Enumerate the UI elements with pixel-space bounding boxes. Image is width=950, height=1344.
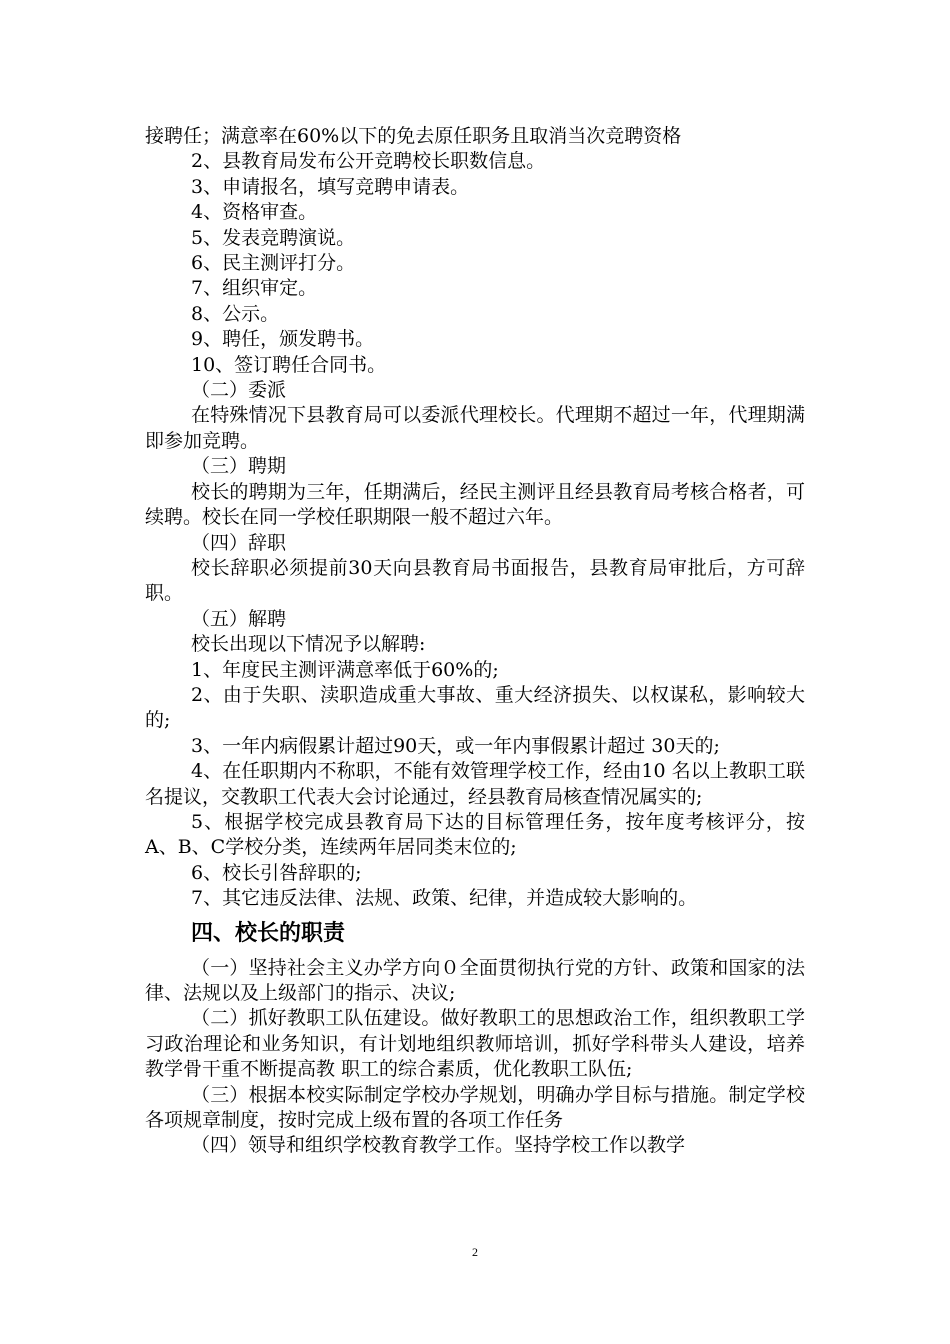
list-item: 2、由于失职、渎职造成重大事故、重大经济损失、以权谋私，影响较大的; bbox=[145, 683, 805, 732]
list-item: 3、一年内病假累计超过90天，或一年内事假累计超过 30天的; bbox=[191, 734, 720, 757]
paragraph: 在特殊情况下县教育局可以委派代理校长。代理期不超过一年，代理期满即参加竞聘。 bbox=[145, 404, 805, 452]
list-item: 7、其它违反法律、法规、政策、纪律，并造成较大影响的。 bbox=[191, 887, 698, 910]
list-item: 4、在任职期内不称职，不能有效管理学校工作，经由10 名以上教职工联名提议，交教职工代表大会讨论通过，经县教育局核查情况属实的; bbox=[145, 760, 805, 808]
paragraph: 6、民主测评打分。 bbox=[191, 252, 356, 275]
paragraph: （一）坚持社会主义办学方向０全面贯彻执行党的方针、政策和国家的法律、法规以及上级部门的指示、决议; bbox=[145, 956, 805, 1004]
paragraph: 7、组织审定。 bbox=[191, 277, 318, 300]
section-heading: 四、校长的职责 bbox=[191, 920, 346, 946]
paragraph: 9、聘任，颁发聘书。 bbox=[191, 328, 375, 351]
paragraph: 10、签订聘任合同书。 bbox=[191, 353, 387, 376]
paragraph: 4、资格审查。 bbox=[191, 201, 318, 224]
paragraph: 3、申请报名，填写竞聘申请表。 bbox=[191, 175, 470, 198]
paragraph: 校长的聘期为三年，任期满后，经民主测评且经县教育局考核合格者，可续聘。校长在同一学校任职期限一般不超过六年。 bbox=[145, 480, 805, 529]
paragraph: 校长出现以下情况予以解聘: bbox=[191, 633, 426, 656]
paragraph: （三）根据本校实际制定学校办学规划，明确办学目标与措施。制定学校各项规章制度，按时完成上级布置的各项工作任务 bbox=[145, 1083, 805, 1132]
paragraph: 接聘任；满意率在60%以下的免去原任职务且取消当次竞聘资格 bbox=[145, 125, 682, 147]
list-item: 6、校长引咎辞职的; bbox=[191, 861, 362, 884]
list-item: 5、根据学校完成县教育局下达的目标管理任务，按年度考核评分，按A、B、C学校分类，连续两年居同类末位的; bbox=[145, 810, 805, 859]
document-body bbox=[145, 124, 805, 1159]
section-after-heading bbox=[145, 956, 805, 1159]
subsection-title: （三）聘期 bbox=[191, 455, 287, 478]
paragraph: 8、公示。 bbox=[191, 302, 280, 325]
paragraph: （四）领导和组织学校教育教学工作。坚持学校工作以教学 bbox=[191, 1134, 686, 1157]
page-number: 2 bbox=[472, 1245, 478, 1259]
subsection-title: （五）解聘 bbox=[191, 607, 287, 630]
paragraph: （二）抓好教职工队伍建设。做好教职工的思想政治工作，组织教职工学习政治理论和业务知识，有计划地组织教师培训，抓好学科带头人建设，培养教学骨干重不断提高教 职工的综合素质，优化教职工队伍; bbox=[145, 1007, 805, 1081]
list-item: 1、年度民主测评满意率低于60%的; bbox=[191, 658, 499, 681]
paragraph: 校长辞职必须提前30天向县教育局书面报告，县教育局审批后，方可辞职。 bbox=[145, 556, 805, 605]
subsection-title: （二）委派 bbox=[191, 379, 287, 402]
paragraph: 2、县教育局发布公开竞聘校长职数信息。 bbox=[191, 150, 546, 173]
subsection-title: （四）辞职 bbox=[191, 531, 287, 554]
section-before-heading bbox=[145, 124, 805, 912]
paragraph: 5、发表竞聘演说。 bbox=[191, 226, 356, 249]
